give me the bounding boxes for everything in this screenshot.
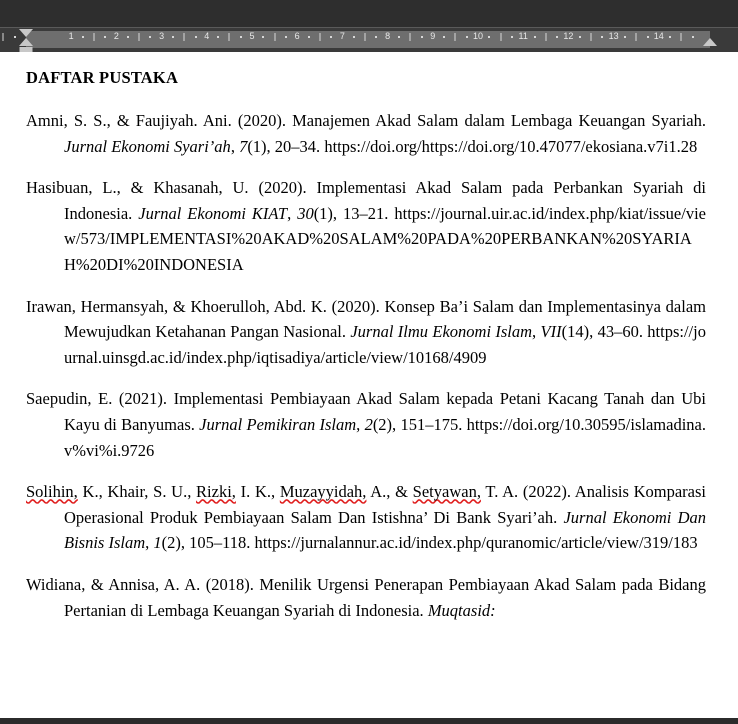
reference-url[interactable]: https://journal.uinsgd.ac.id/index.php/iqtisadiya/article/view/10168/4909 (64, 322, 706, 367)
ruler-tick (217, 36, 219, 38)
ruler-tick-label: 10 (472, 31, 484, 41)
reference-url[interactable]: https://journal.uir.ac.id/index.php/kiat/issue/view/573/IMPLEMENTASI%20AKAD%20SALAM%20PADA%20PERBANKAN%20SYARIAH%20DI%20INDONESIA (64, 203, 706, 274)
reference-text: (1), 20–34. (247, 136, 325, 156)
ruler-tick (455, 33, 456, 41)
reference-text: K., Khair, S. U., (77, 482, 197, 502)
ruler-tick (601, 36, 603, 38)
ruler-tick-label: 14 (653, 31, 664, 41)
reference-list (26, 108, 706, 623)
ruler-track[interactable] (26, 31, 710, 48)
reference-italic-title: 7 (239, 136, 248, 156)
ruler-tick (692, 36, 694, 38)
page-bottom-clip (0, 718, 738, 724)
reference-text: (2), 105–118. (161, 533, 255, 553)
ruler-tick-label: 4 (204, 31, 210, 41)
reference-entry (26, 294, 706, 371)
ruler-tick (274, 33, 275, 41)
reference-text: T. A. (2022). Analisis Komparasi Operasional Produk Pembiayaan Salam Dan Istishna’ Di Bank Syari’ah. (64, 482, 706, 527)
ruler-tick (82, 36, 84, 38)
ruler-tick (545, 33, 546, 41)
ruler-tick (398, 36, 400, 38)
ruler-tick (410, 33, 411, 41)
horizontal-ruler[interactable] (0, 28, 738, 52)
reference-text: Widiana, & Annisa, A. A. (2018). Menilik Urgensi Penerapan Pembiayaan Akad Salam pada Bidang Pertanian di Lembaga Keuangan Syariah di Indonesia. (26, 574, 706, 620)
ruler-tick (636, 33, 637, 41)
ruler-tick (647, 36, 649, 38)
reference-url[interactable]: https://doi.org/https://doi.org/10.47077/ekosiana.v7i1.28 (324, 136, 698, 156)
reference-text: (2), 151–175. (372, 414, 467, 434)
ruler-tick (591, 33, 592, 41)
reference-text: Amni, S. S., & Faujiyah. Ani. (2020). Manajemen Akad Salam dalam Lembaga Keuangan Syariah. (26, 111, 706, 130)
reference-italic-title: 2 (364, 414, 373, 434)
reference-italic-title: Jurnal Pemikiran Islam (199, 414, 357, 434)
ruler-tick (669, 36, 671, 38)
page-title: DAFTAR PUSTAKA (26, 68, 179, 87)
misspelled-word: Solihin, (26, 482, 78, 502)
reference-text: , (356, 414, 365, 434)
ruler-tick-label: 9 (430, 31, 436, 41)
reference-entry (26, 479, 706, 556)
ruler-tick-label: 11 (518, 31, 528, 41)
ruler-tick (353, 36, 355, 38)
ruler-tick (466, 36, 468, 38)
ruler-tick (285, 36, 287, 38)
ruler-tick (375, 36, 377, 38)
ruler-tick (556, 36, 558, 38)
ruler-tick-label: 5 (249, 31, 255, 41)
ruler-tick (104, 36, 106, 38)
reference-entry (26, 572, 706, 623)
reference-text: , (145, 533, 154, 553)
ruler-tick (262, 36, 264, 38)
ruler-tick (579, 36, 581, 38)
document-page[interactable] (0, 52, 738, 724)
reference-text: Hasibuan, L., & Khasanah, U. (2020). Implementasi Akad Salam pada Perbankan Syariah di Indonesia. (26, 178, 706, 223)
ruler-tick (240, 36, 242, 38)
ruler-tick (624, 36, 626, 38)
ruler-tick (229, 33, 230, 41)
ruler-tick-label: 6 (294, 31, 300, 41)
document-toolbar[interactable] (0, 0, 738, 28)
ruler-tick (681, 33, 682, 41)
hanging-indent-marker[interactable] (19, 38, 33, 46)
ruler-tick (3, 33, 4, 41)
ruler-tick (511, 36, 513, 38)
reference-entry (26, 175, 706, 277)
reference-italic-title: Muqtasid: (427, 600, 496, 620)
reference-text: A., & (366, 482, 413, 502)
ruler-tick (365, 33, 366, 41)
reference-entry (26, 386, 706, 463)
ruler-tick (308, 36, 310, 38)
misspelled-word: Setyawan, (412, 482, 481, 502)
ruler-tick (443, 36, 445, 38)
reference-url[interactable]: https://doi.org/10.30595/islamadina.v%vi%i.9726 (64, 414, 706, 460)
ruler-tick-label: 7 (339, 31, 345, 41)
ruler-tick-label: 13 (608, 31, 619, 41)
reference-text: , (532, 322, 541, 342)
reference-text: I. K., (235, 482, 280, 502)
ruler-tick (195, 36, 197, 38)
reference-italic-title: Jurnal Ekonomi Dan Bisnis Islam (64, 507, 706, 553)
reference-text: , (287, 203, 298, 223)
ruler-tick (488, 36, 490, 38)
reference-text: Irawan, Hermansyah, & Khoerulloh, Abd. K. (2020). Konsep Ba’i Salam dan Implementasinya dalam Mewujudkan Ketahanan Pangan Nasional. (26, 296, 706, 342)
reference-italic-title: VII (540, 322, 562, 342)
reference-text: (1), 13–21. (313, 203, 395, 223)
reference-italic-title: 1 (153, 533, 162, 553)
reference-italic-title: Jurnal Ekonomi Syari’ah (64, 136, 231, 156)
reference-url[interactable]: https://jurnalannur.ac.id/index.php/quranomic/article/view/319/183 (254, 533, 698, 553)
ruler-tick-label: 2 (113, 31, 119, 41)
ruler-tick (14, 36, 16, 38)
ruler-tick-label: 1 (68, 31, 74, 41)
reference-text: Saepudin, E. (2021). Implementasi Pembiayaan Akad Salam kepada Petani Kacang Tanah dan Ubi Kayu di Banyumas. (26, 389, 706, 434)
ruler-tick (139, 33, 140, 41)
ruler-tick (127, 36, 129, 38)
right-indent-marker[interactable] (703, 38, 717, 46)
reference-text: , (230, 136, 240, 156)
misspelled-word: Rizki, (196, 482, 236, 502)
misspelled-word: Muzayyidah, (279, 482, 367, 502)
ruler-tick-label: 12 (563, 31, 574, 41)
ruler-tick (149, 36, 151, 38)
ruler-tick (500, 33, 501, 41)
ruler-tick (319, 33, 320, 41)
reference-entry (26, 108, 706, 159)
ruler-tick-label: 3 (159, 31, 165, 41)
reference-text: (14), 43–60. (561, 322, 648, 342)
ruler-tick (172, 36, 174, 38)
first-line-indent-marker[interactable] (19, 29, 33, 37)
reference-italic-title: Jurnal Ekonomi KIAT (138, 203, 288, 223)
reference-italic-title: Jurnal Ilmu Ekonomi Islam (350, 322, 533, 342)
ruler-tick (330, 36, 332, 38)
ruler-tick-label: 8 (385, 31, 391, 41)
ruler-tick (184, 33, 185, 41)
ruler-tick (534, 36, 536, 38)
reference-italic-title: 30 (297, 203, 314, 223)
ruler-tick (93, 33, 94, 41)
ruler-tick (421, 36, 423, 38)
